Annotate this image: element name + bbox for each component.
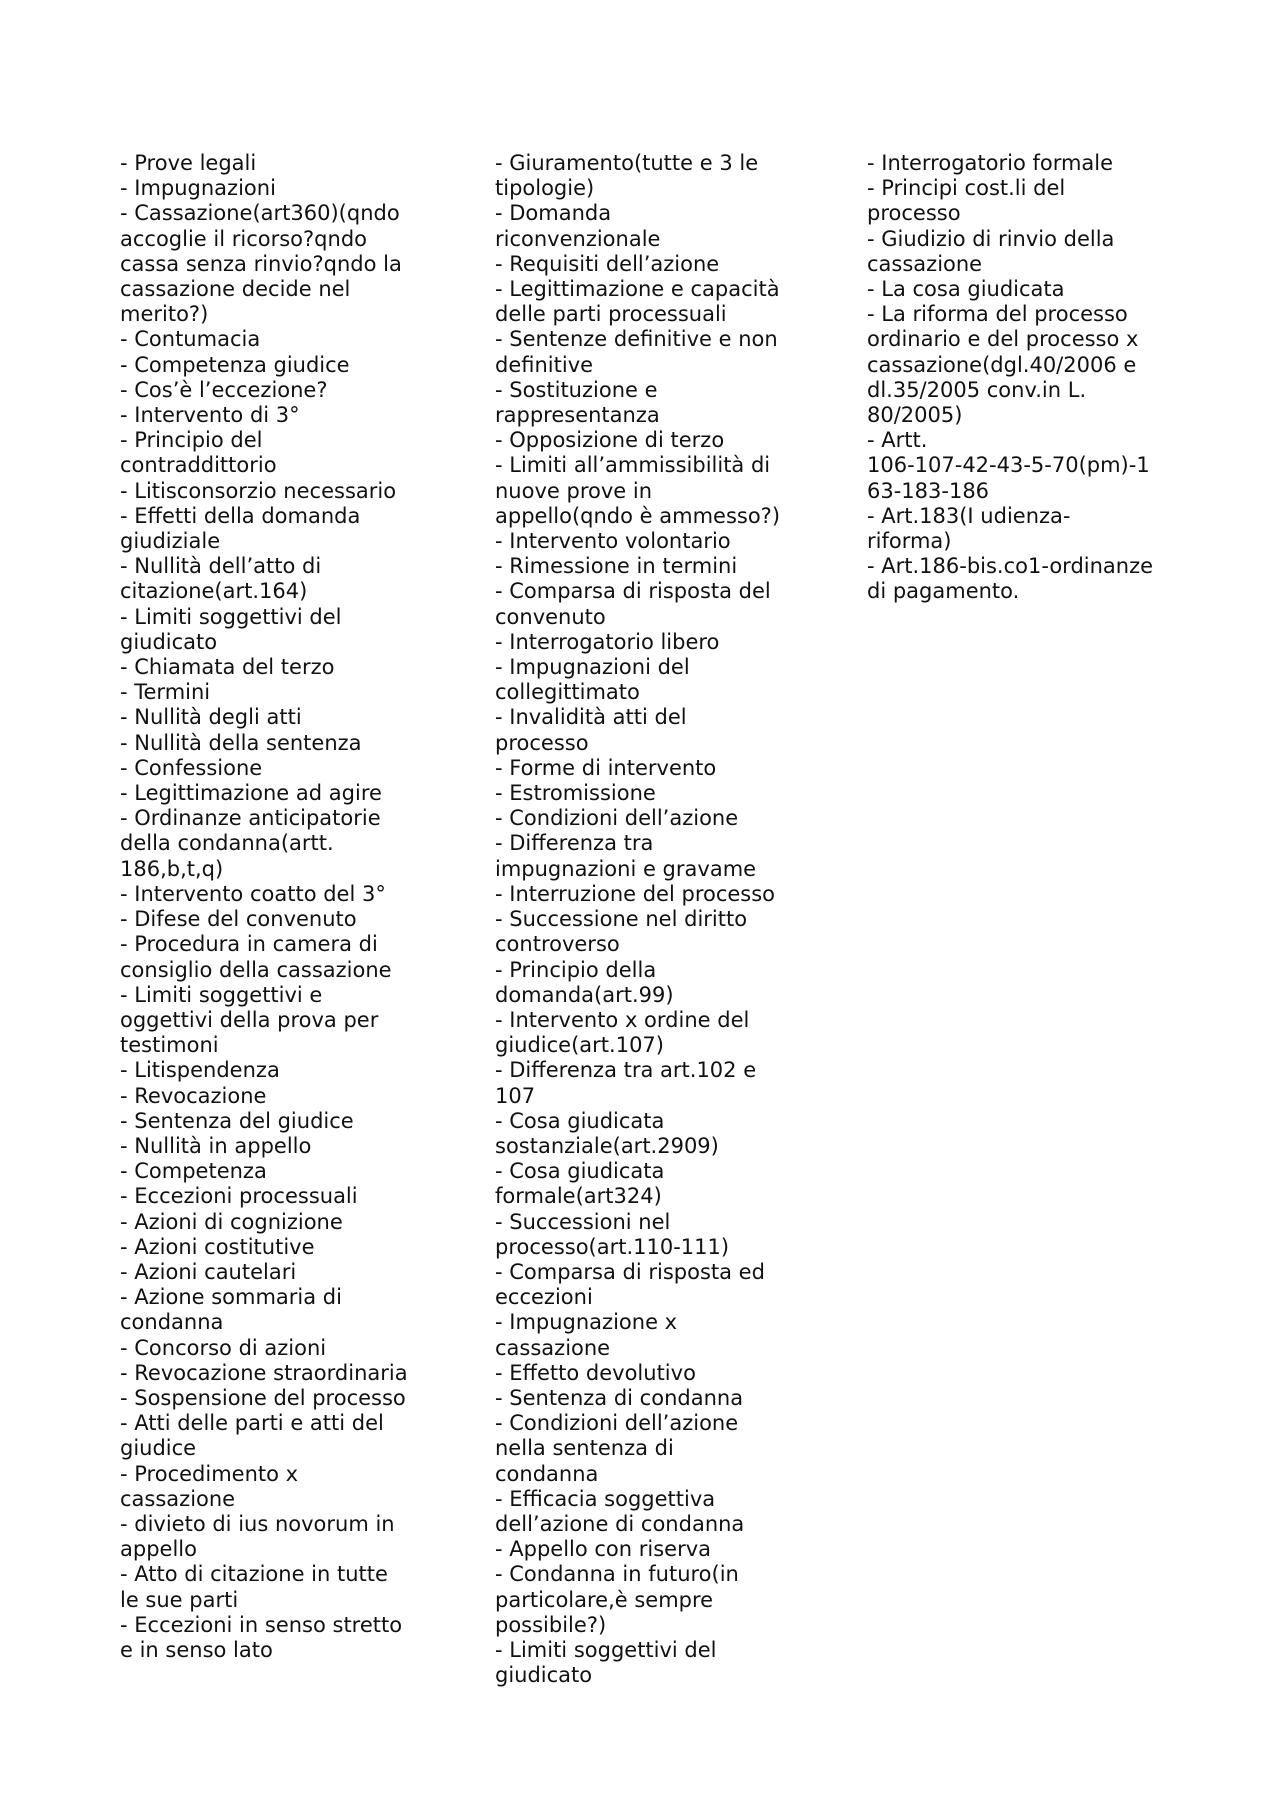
list-item: - La riforma del processo ordinario e del processo x cassazione(dgl.40/2006 e dl.35/2005 conv.in L. 80/2005)	[867, 302, 1139, 428]
list-item: - Eccezioni processuali	[120, 1184, 358, 1209]
list-item: - Intervento coatto del 3°	[120, 881, 386, 906]
middle-column	[495, 151, 815, 1688]
list-item: - Successione nel diritto controverso	[495, 907, 748, 957]
list-item: - Giudizio di rinvio della cassazione	[867, 226, 1115, 276]
list-item: - Giuramento(tutte e 3 le tipologie)	[495, 151, 759, 201]
list-item: - Differenza tra art.102 e 107	[495, 1058, 757, 1108]
list-item: - Difese del convenuto	[120, 907, 357, 932]
list-item: - Confessione	[120, 755, 263, 780]
list-item: - Artt. 106-107-42-43-5-70(pm)-1 63-183-186	[867, 428, 1150, 503]
list-item: - Differenza tra impugnazioni e gravame	[495, 831, 757, 881]
list-item: - Condanna in futuro(in particolare,è sempre possibile?)	[495, 1562, 739, 1637]
list-item: - Atti delle parti e atti del giudice	[120, 1411, 384, 1461]
list-item: - Sostituzione e rappresentanza	[495, 377, 660, 428]
list-item: - Concorso di azioni	[120, 1335, 327, 1360]
list-item: - Revocazione	[120, 1083, 267, 1108]
list-item: - Condizioni dell’azione	[495, 806, 739, 831]
right-column	[867, 151, 1177, 605]
list-item: - Art.186-bis.co1-ordinanze di pagamento.	[867, 554, 1154, 604]
list-item: - Nullità dell’atto di citazione(art.164)	[120, 554, 322, 604]
list-item: - Procedimento x cassazione	[120, 1461, 299, 1511]
list-item: - Litispendenza	[120, 1058, 280, 1083]
list-item: - Nullità in appello	[120, 1133, 312, 1158]
list-item: - Interruzione del processo	[495, 881, 776, 906]
list-item: - Efficacia soggettiva dell’azione di condanna	[495, 1486, 745, 1536]
list-item: - Nullità degli atti	[120, 705, 302, 730]
list-item: - Sentenza del giudice	[120, 1108, 354, 1133]
list-item: - Revocazione straordinaria	[120, 1360, 408, 1385]
list-item: - Principi cost.li del processo	[867, 176, 1066, 226]
list-item: - Azioni costitutive	[120, 1234, 315, 1259]
list-item: - Forme di intervento	[495, 755, 717, 780]
list-item: - Azioni di cognizione	[120, 1209, 343, 1234]
list-item: - Domanda riconvenzionale	[495, 201, 661, 251]
list-item: - Comparsa di risposta ed eccezioni	[495, 1259, 765, 1310]
list-item: - Cassazione(art360)(qndo accoglie il ricorso?qndo cassa senza rinvio?qndo la cassazione decide nel merito?)	[120, 201, 402, 327]
list-item: - Cosa giudicata sostanziale(art.2909)	[495, 1108, 719, 1158]
list-item: - Effetti della domanda giudiziale	[120, 503, 361, 554]
list-item: - Impugnazioni del collegittimato	[495, 655, 690, 705]
list-item: - Termini	[120, 680, 211, 705]
list-item: - Opposizione di terzo	[495, 428, 725, 453]
list-item: - Impugnazioni	[120, 176, 276, 201]
list-item: - Art.183(I udienza- riforma)	[867, 503, 1071, 554]
list-item: - Sentenza di condanna	[495, 1385, 744, 1410]
list-item: - Competenza giudice	[120, 352, 350, 377]
left-column	[120, 151, 440, 1663]
list-item: - Limiti soggettivi e oggettivi della prova per testimoni	[120, 982, 379, 1058]
list-item: - Sospensione del processo	[120, 1385, 406, 1410]
list-item: - Atto di citazione in tutte le sue parti	[120, 1562, 388, 1612]
list-item: - Interrogatorio formale	[867, 151, 1114, 175]
list-item: - Litisconsorzio necessario	[120, 478, 397, 503]
list-item: - Estromissione	[495, 781, 656, 806]
list-item: - Legittimazione ad agire	[120, 781, 382, 806]
list-item: - Prove legali	[120, 151, 257, 175]
list-item: - La cosa giudicata	[867, 277, 1065, 302]
list-item: - Intervento x ordine del giudice(art.107)	[495, 1007, 750, 1058]
list-item: - Requisiti dell’azione	[495, 251, 720, 276]
list-item: - Competenza	[120, 1159, 267, 1184]
list-item: - Effetto devolutivo	[495, 1360, 696, 1385]
list-item: - Cos’è l’eccezione?	[120, 377, 328, 402]
list-item: - Nullità della sentenza	[120, 730, 362, 755]
list-item: - Limiti soggettivi del giudicato	[120, 604, 342, 654]
list-item: - Comparsa di risposta del convenuto	[495, 579, 771, 629]
list-item: - Intervento volontario	[495, 529, 731, 554]
list-item: - divieto di ius novorum in appello	[120, 1511, 395, 1562]
list-item: - Principio della domanda(art.99)	[495, 957, 674, 1007]
list-item: - Principio del contraddittorio	[120, 428, 277, 478]
list-item: - Intervento di 3°	[120, 403, 300, 428]
list-item: - Rimessione in termini	[495, 554, 738, 579]
list-item: - Azioni cautelari	[120, 1259, 297, 1284]
list-item: - Legittimazione e capacità delle parti processuali	[495, 277, 780, 327]
list-item: - Contumacia	[120, 327, 261, 352]
list-item: - Chiamata del terzo	[120, 655, 335, 680]
list-item: - Interrogatorio libero	[495, 629, 720, 654]
list-item: - Limiti soggettivi del giudicato	[495, 1637, 717, 1688]
list-item: - Invalidità atti del processo	[495, 705, 687, 755]
list-item: - Cosa giudicata formale(art324)	[495, 1159, 665, 1209]
list-item: - Procedura in camera di consiglio della cassazione	[120, 932, 392, 982]
list-item: - Impugnazione x cassazione	[495, 1310, 678, 1360]
list-item: - Limiti all’ammissibilità di nuove prove in appello(qndo è ammesso?)	[495, 453, 781, 528]
list-item: - Condizioni dell’azione nella sentenza di condanna	[495, 1411, 739, 1486]
list-item: - Ordinanze anticipatorie della condanna(artt. 186,b,t,q)	[120, 806, 381, 881]
list-item: - Sentenze definitive e non definitive	[495, 327, 778, 377]
list-item: - Successioni nel processo(art.110-111)	[495, 1209, 730, 1259]
list-item: - Appello con riserva	[495, 1537, 712, 1562]
list-item: - Eccezioni in senso stretto e in senso lato	[120, 1612, 403, 1662]
list-item: - Azione sommaria di condanna	[120, 1285, 342, 1335]
